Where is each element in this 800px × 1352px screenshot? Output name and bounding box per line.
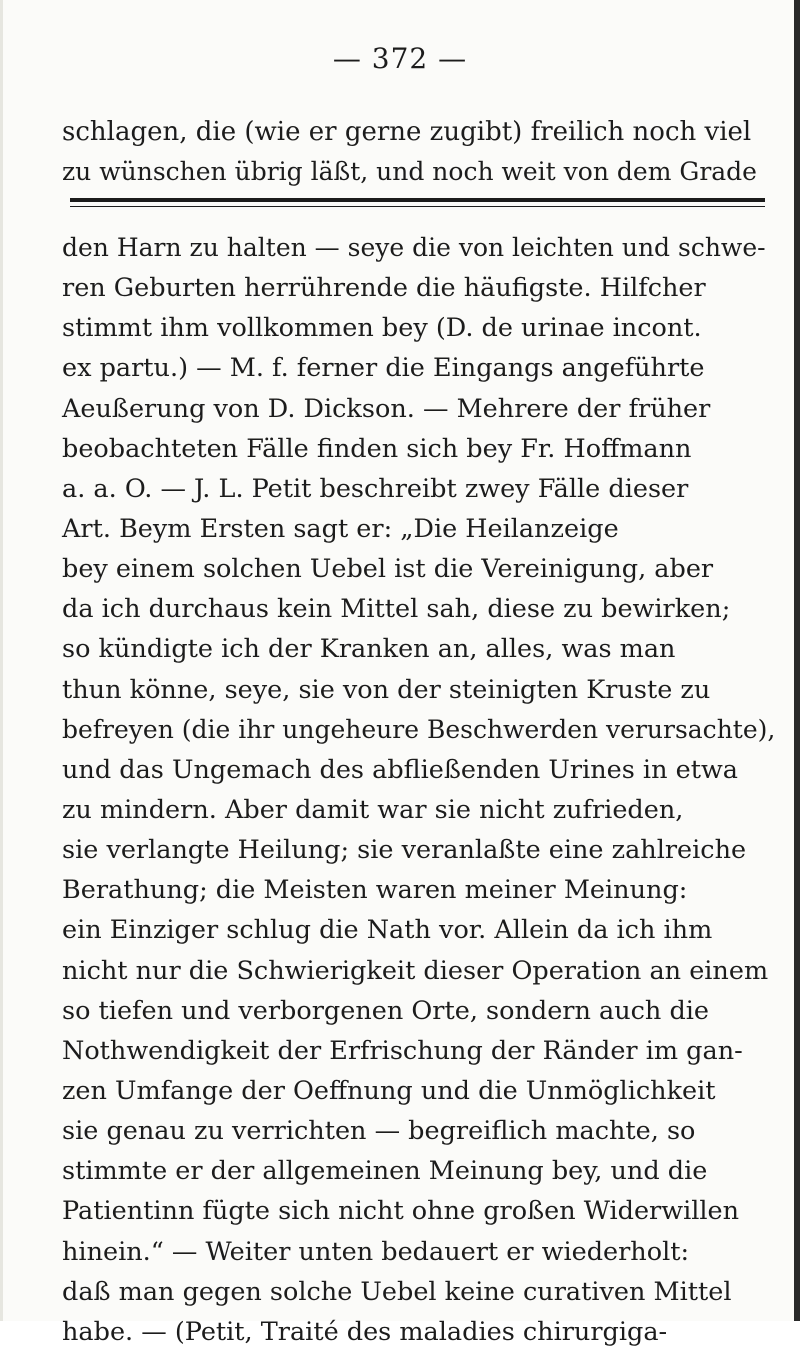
- text-line: sie verlangte Heilung; sie veranlaßte eine zahlreiche: [62, 835, 747, 866]
- text-line: so tiefen und verborgenen Orte, sondern auch die: [62, 995, 710, 1026]
- text-line: so kündigte ich der Kranken an, alles, was man: [62, 634, 676, 665]
- text-line: ein Einziger schlug die Nath vor. Allein da ich ihm: [62, 915, 713, 946]
- body-paragraph: [62, 228, 777, 1352]
- text-line: beobachteten Fälle finden sich bey Fr. Hoffmann: [62, 433, 692, 464]
- text-line: befreyen (die ihr ungeheure Beschwerden verursachte),: [62, 714, 776, 744]
- text-line: zen Umfange der Oeffnung und die Unmöglichkeit: [62, 1075, 716, 1106]
- text-line: Aeußerung von D. Dickson. — Mehrere der früher: [62, 393, 711, 424]
- text-line: habe. — (Petit, Traité des maladies chirurgiga-: [62, 1316, 668, 1347]
- text-line: stimmte er der allgemeinen Meinung bey, und die: [62, 1156, 708, 1187]
- section-rule: [70, 198, 765, 202]
- text-line: Berathung; die Meisten waren meiner Meinung:: [62, 875, 688, 906]
- text-line: zu mindern. Aber damit war sie nicht zufrieden,: [62, 794, 684, 825]
- text-line: zu wünschen übrig läßt, und noch weit von dem Grade: [62, 157, 757, 186]
- text-line: stimmt ihm vollkommen bey (D. de urinae incont.: [62, 313, 702, 344]
- text-line: den Harn zu halten — seye die von leichten und schwe-: [62, 233, 766, 262]
- text-line: und das Ungemach des abfließenden Urines in etwa: [62, 754, 738, 785]
- page-number: — 372 —: [332, 42, 468, 75]
- text-line: ex partu.) — M. f. ferner die Eingangs angeführte: [62, 353, 705, 384]
- text-line: thun könne, seye, sie von der steinigten Kruste zu: [62, 674, 711, 705]
- text-line: Nothwendigkeit der Erfrischung der Ränder im gan-: [62, 1035, 743, 1066]
- text-line: daß man gegen solche Uebel keine curativen Mittel: [62, 1276, 732, 1307]
- text-line: hinein.“ — Weiter unten bedauert er wiederholt:: [62, 1236, 690, 1267]
- text-line: Patientinn fügte sich nicht ohne großen Widerwillen: [62, 1196, 740, 1227]
- text-line: nicht nur die Schwierigkeit dieser Operation an einem: [62, 955, 769, 986]
- text-line: schlagen, die (wie er gerne zugibt) freilich noch viel: [62, 117, 752, 147]
- text-line: sie genau zu verrichten — begreiflich machte, so: [62, 1116, 696, 1147]
- text-line: Art. Beym Ersten sagt er: „Die Heilanzeige: [62, 513, 619, 544]
- section-rule-thin: [70, 206, 765, 207]
- text-line: da ich durchaus kein Mittel sah, diese zu bewirken;: [62, 594, 731, 625]
- page-edge: [794, 0, 800, 1321]
- text-line: a. a. O. — J. L. Petit beschreibt zwey Fälle dieser: [62, 473, 689, 504]
- carryover-text: [62, 112, 762, 192]
- page-gutter-shadow: [0, 0, 3, 1321]
- text-line: bey einem solchen Uebel ist die Vereinigung, aber: [62, 554, 714, 585]
- text-line: ren Geburten herrührende die häufigste. Hilfcher: [62, 273, 706, 304]
